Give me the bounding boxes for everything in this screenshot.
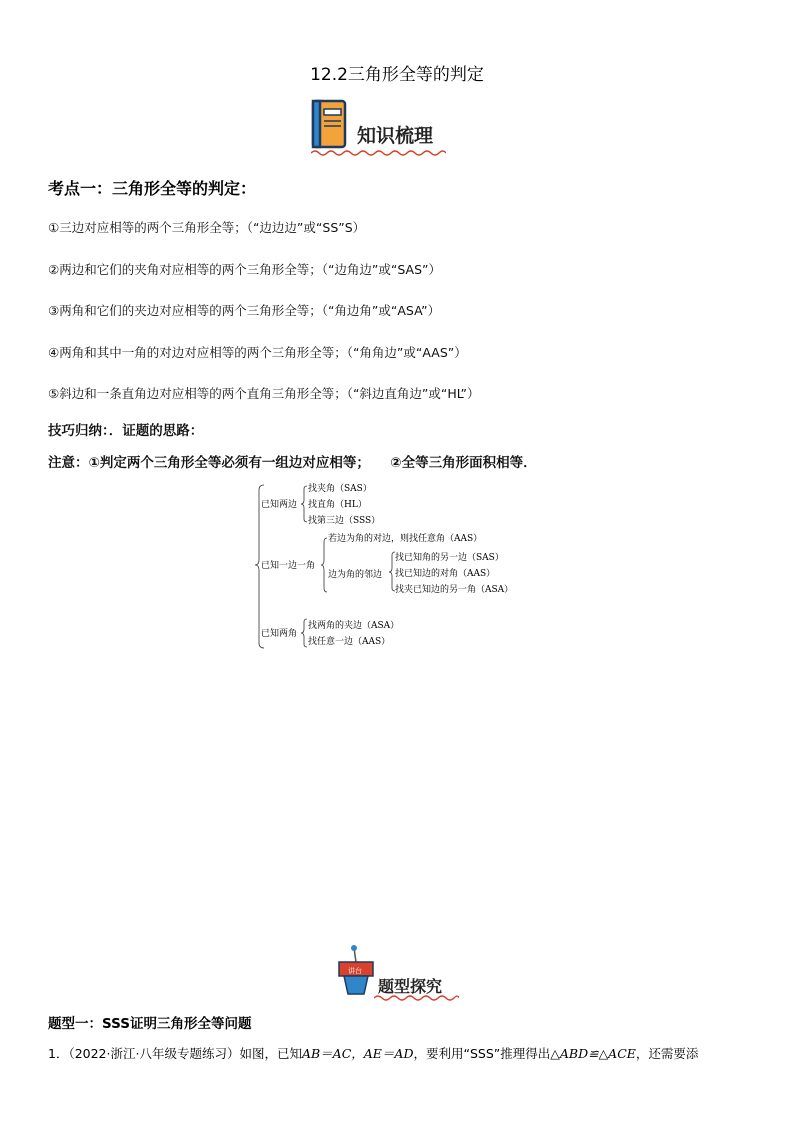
wavy-underline (311, 149, 446, 157)
branch-adjacent-item: 找夹已知边的另一角（ASA） (395, 585, 514, 595)
branch-side-angle: 已知一边一角 (261, 561, 316, 571)
note-line: 注意：①判定两个三角形全等必须有一组边对应相等； ②全等三角形面积相等． (48, 455, 537, 471)
question-type-heading: 题型一：SSS证明三角形全等问题 (48, 1016, 252, 1032)
branch-side-angle-sub2: 边为角的邻边 (328, 570, 383, 580)
book-icon (307, 97, 351, 153)
rule-sss: ①三边对应相等的两个三角形全等；（“边边边”或“SS”S） (48, 220, 366, 235)
branch-two-angles-item: 找任意一边（AAS） (308, 637, 391, 647)
wavy-underline (374, 994, 459, 1002)
branch-two-angles: 已知两角 (261, 629, 298, 639)
podium-label: 讲台 (348, 967, 362, 975)
branch-adjacent-item: 找已知角的另一边（SAS） (395, 553, 504, 563)
brace-side-angle (321, 538, 327, 592)
branch-two-sides-item: 找第三边（SSS） (308, 516, 381, 526)
branch-two-sides-item: 找直角（HL） (308, 500, 367, 510)
section-badge-label: 知识梳理 (357, 125, 434, 147)
branch-side-angle-sub1: 若边为角的对边，则找任意角（AAS） (328, 534, 483, 544)
branch-two-angles-item: 找两角的夹边（ASA） (308, 621, 400, 631)
section-badge-question-types (336, 944, 466, 1000)
page-title: 12.2三角形全等的判定 (310, 65, 484, 85)
rule-aas: ④两角和其中一角的对边对应相等的两个三角形全等；（“角角边”或“AAS”） (48, 345, 467, 360)
question-math-goal: △ABD≌△ACE (550, 1046, 636, 1061)
rule-sas: ②两边和它们的夹角对应相等的两个三角形全等；（“边角边”或“SAS”） (48, 262, 442, 277)
brace-two-sides (301, 486, 307, 522)
rule-asa: ③两角和它们的夹边对应相等的两个三角形全等；（“角边角”或“ASA”） (48, 303, 441, 318)
branch-two-sides-item: 找夹角（SAS） (308, 484, 372, 494)
question-prefix: 1．（2022·浙江·八年级专题练习）如图，已知 (48, 1046, 302, 1061)
question-1 (48, 1044, 698, 1062)
question-math-given: AB＝AC，AE＝AD (301, 1046, 414, 1061)
question-suffix: ，还需要添 (635, 1046, 699, 1061)
brace-two-angles (301, 619, 307, 647)
proof-strategy-tree (255, 480, 555, 655)
podium-icon (336, 944, 376, 998)
tip-line: 技巧归纳：．证题的思路： (48, 423, 204, 439)
branch-adjacent-item: 找已知边的对角（AAS） (395, 569, 496, 579)
question-mid: ，要利用“SSS”推理得出 (413, 1046, 551, 1061)
section-badge-knowledge (305, 97, 455, 157)
heading-point-one: 考点一：三角形全等的判定： (48, 179, 257, 198)
rule-hl: ⑤斜边和一条直角边对应相等的两个直角三角形全等；（“斜边直角边”或“HL”） (48, 386, 480, 401)
section-badge2-label: 题型探究 (378, 977, 443, 996)
branch-two-sides: 已知两边 (261, 500, 298, 510)
